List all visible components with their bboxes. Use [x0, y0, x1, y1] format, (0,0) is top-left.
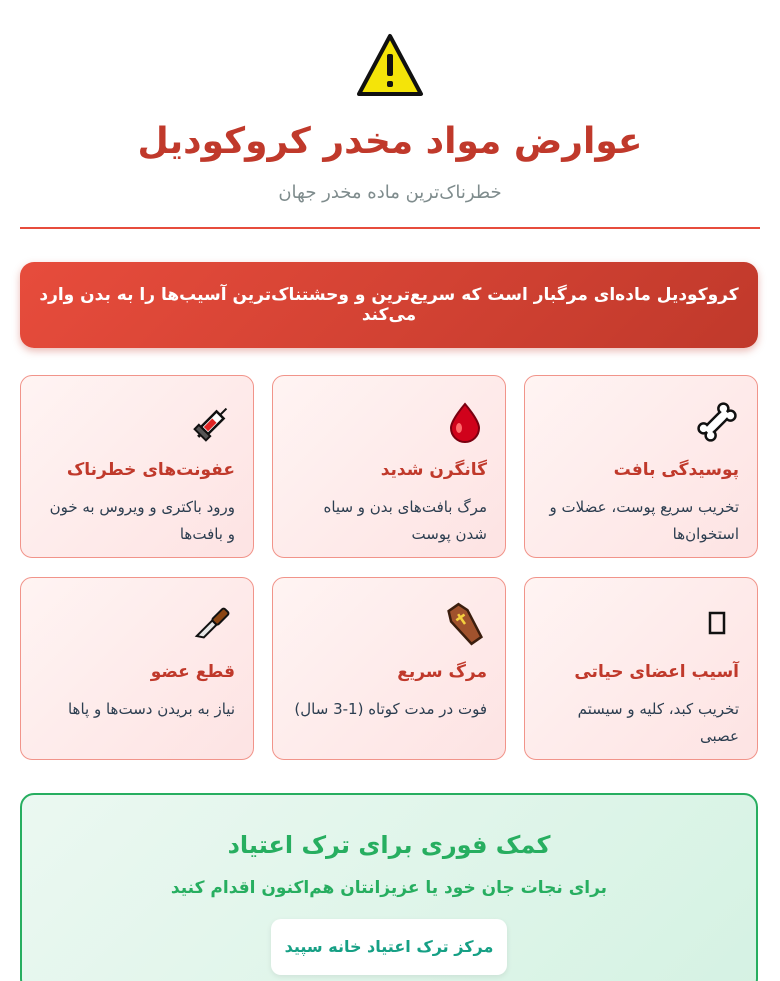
help-title: کمک فوری برای ترک اعتیاد	[227, 831, 551, 859]
card-description: مرگ بافت‌های بدن و سیاه شدن پوست	[323, 498, 487, 543]
card-description: تخریب کبد، کلیه و سیستم عصبی	[577, 700, 739, 745]
page-title: عوارض مواد مخدر کروکودیل	[137, 121, 643, 162]
blood-drop-icon	[443, 400, 487, 444]
header-divider	[20, 227, 760, 229]
card-title: مرگ سریع	[397, 662, 487, 682]
page-subtitle: خطرناک‌ترین ماده مخدر جهان	[278, 182, 502, 203]
card-description: تخریب سریع پوست، عضلات و استخوان‌ها	[549, 498, 739, 543]
card-title: قطع عضو	[150, 662, 235, 682]
effect-card-rapid-death	[272, 577, 506, 760]
card-description: ورود باکتری و ویروس به خون و بافت‌ها	[49, 498, 235, 543]
coffin-icon	[443, 602, 487, 646]
card-description: فوت در مدت کوتاه (1-3 سال)	[294, 700, 487, 718]
effect-card-amputation	[20, 577, 254, 760]
rehab-center-button[interactable]: مرکز ترک اعتیاد خانه سپید	[271, 919, 508, 975]
card-description: نیاز به بریدن دست‌ها و پاها	[67, 700, 235, 718]
card-title: عفونت‌های خطرناک	[66, 460, 235, 480]
bone-icon	[695, 400, 739, 444]
effects-grid	[20, 375, 758, 760]
alert-banner	[20, 262, 758, 348]
effect-card-vital-organs	[524, 577, 758, 760]
syringe-icon	[191, 400, 235, 444]
effect-card-tissue-decay	[524, 375, 758, 558]
alert-text: کروکودیل ماده‌ای مرگبار است که سریع‌ترین و وحشتناک‌ترین آسیب‌ها را به بدن وارد می‌کند	[39, 285, 739, 325]
help-text: برای نجات جان خود یا عزیزانتان هم‌اکنون اقدام کنید	[170, 878, 608, 898]
knife-icon	[191, 602, 235, 646]
card-title: آسیب اعضای حیاتی	[574, 662, 739, 682]
effect-card-gangrene	[272, 375, 506, 558]
missing-glyph-icon	[695, 602, 739, 646]
help-box	[20, 793, 758, 981]
card-title: پوسیدگی بافت	[613, 460, 739, 480]
effect-card-infections	[20, 375, 254, 558]
warning-icon	[356, 32, 424, 98]
header	[0, 0, 780, 206]
card-title: گانگرن شدید	[380, 460, 487, 480]
